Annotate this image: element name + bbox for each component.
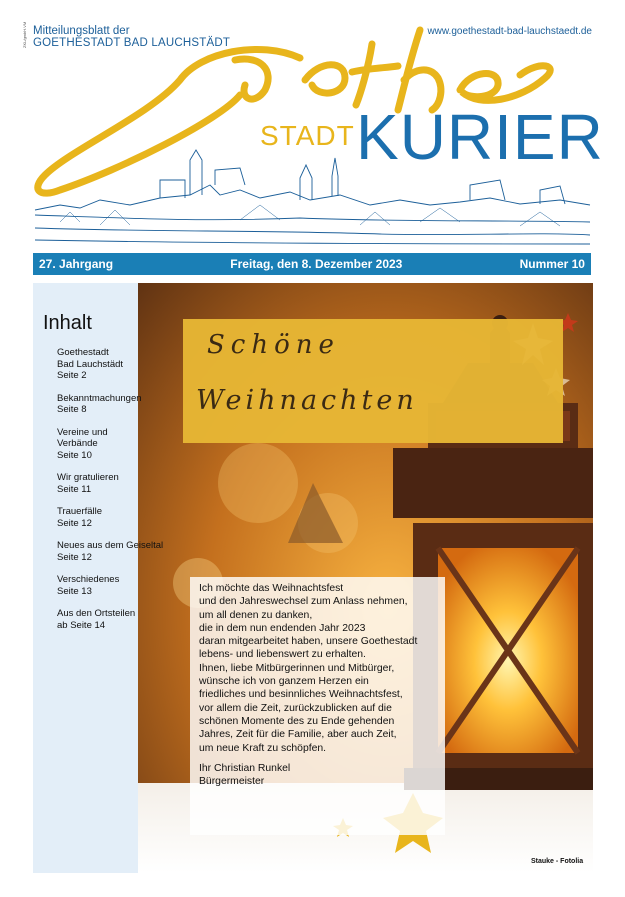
toc-item-page: Seite 11: [57, 483, 92, 495]
jahrgang: 27. Jahrgang: [39, 257, 114, 271]
photo-credit: Stauke - Fotolia: [531, 858, 584, 865]
side-code: ZKL/gmbH.VM: [22, 21, 27, 48]
toc-title: Inhalt: [43, 312, 92, 334]
masthead-subtitle: [33, 25, 230, 49]
subtitle-line2: GOETHESTADT BAD LAUCHSTÄDT: [33, 37, 231, 49]
toc-item-label: Vereine und Verbände: [57, 426, 108, 449]
toc-item-page: ab Seite 14: [57, 619, 106, 631]
issue-date: Freitag, den 8. Dezember 2023: [230, 257, 403, 271]
toc-item-page: Seite 10: [57, 449, 92, 461]
toc-item-page: Seite 12: [57, 551, 92, 563]
toc-item[interactable]: [57, 393, 163, 416]
signature: Ihr Christian Runkel Bürgermeister: [199, 762, 291, 788]
greeting-line1: Schöne: [207, 330, 340, 360]
toc-list: [57, 347, 163, 642]
toc-item-label: Verschiedenes: [57, 574, 120, 585]
toc-item[interactable]: [57, 427, 163, 462]
toc-item[interactable]: [57, 574, 163, 597]
toc-item[interactable]: [57, 506, 163, 529]
toc-item[interactable]: [57, 608, 163, 631]
toc-item-label: Bekanntmachungen: [57, 392, 142, 404]
toc-item[interactable]: [57, 540, 163, 563]
toc-item-label: Wir gratulieren: [57, 472, 119, 483]
toc-item-page: Seite 13: [57, 585, 92, 597]
toc-item-page: Seite 8: [57, 404, 87, 415]
greeting-line2: Weihnachten: [196, 385, 418, 416]
toc-item-page: Seite 12: [57, 517, 92, 529]
website-link[interactable]: www.goethestadt-bad-lauchstaedt.de: [427, 26, 592, 37]
toc-item[interactable]: [57, 472, 163, 495]
logo-kurier: KURIER: [356, 101, 604, 173]
toc-item[interactable]: [57, 347, 163, 382]
toc-item-label: Aus den Ortsteilen: [57, 608, 136, 619]
logo-stadt: STADT: [260, 120, 355, 151]
toc-item-label: Trauerfälle: [57, 506, 103, 517]
issue-number: Nummer 10: [519, 257, 585, 271]
issue-info-bar: [33, 253, 591, 275]
message-text: Ich möchte das Weihnachtsfest und den Jahreswechsel zum Anlass nehmen, um all denen zu danken, die in dem nun endenden Jahr 2023 daran mitgearbeitet haben, unsere Goethestadt lebens- und liebenswert zu erhalten. Ihnen, liebe Mitbürgerinnen und Mitbürger, wünsche ich von ganzem Herzen ein friedliches und besinnliches Weihnachtsfest, vor allem die Zeit, zurückzublicken auf die schönen Momente des zu Ende gehenden Jahres, Zeit für die Familie, aber auch Zeit, um neue Kraft zu schöpfen.: [199, 583, 418, 754]
toc-item-page: Seite 2: [57, 370, 87, 381]
mayor-message: [199, 582, 449, 788]
toc-item-label: Goethestadt Bad Lauchstädt: [57, 347, 124, 370]
toc-item-label: Neues aus dem Geiseltal: [57, 540, 164, 551]
subtitle-line1: Mitteilungsblatt der: [33, 25, 130, 37]
